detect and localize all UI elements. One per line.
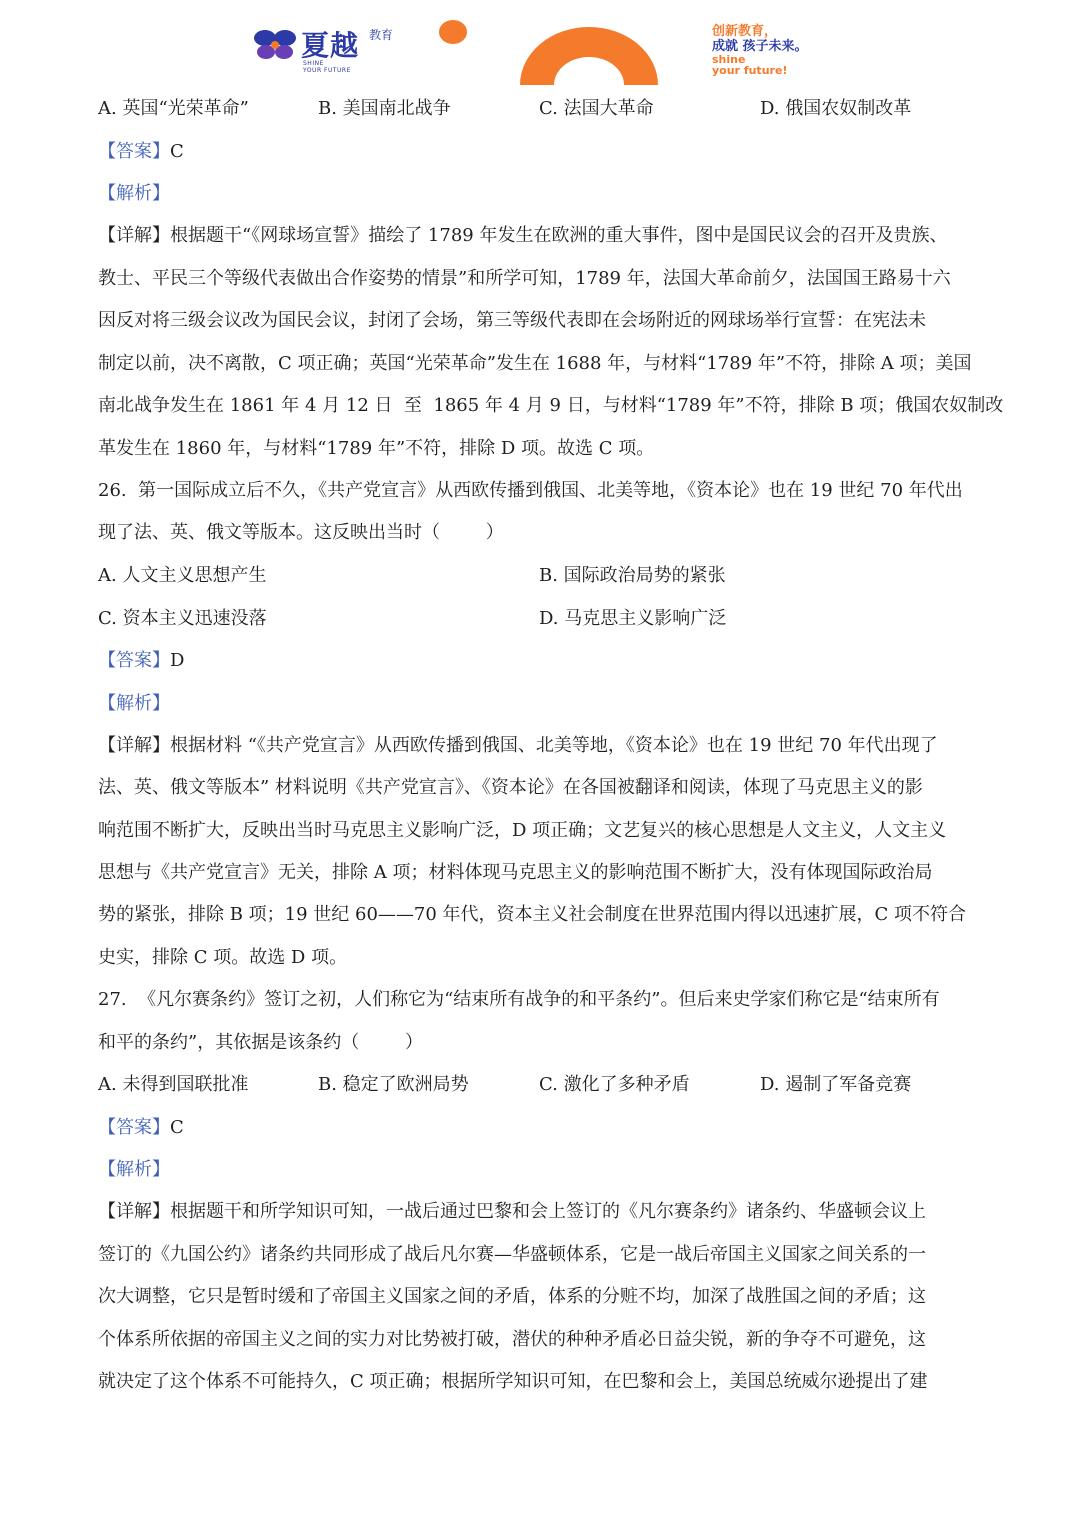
detail-tag: 【详解】 — [98, 225, 170, 246]
detail-line: 思想与《共产党宣言》无关，排除 A 项；材料体现马克思主义的影响范围不断扩大，没有体现国际政治局 — [98, 862, 933, 883]
brand-tagline-2: YOUR FUTURE — [303, 67, 351, 74]
detail-text: 根据题干“《网球场宣誓》描绘了 1789 年发生在欧洲的重大事件，图中是国民议会的召开及贵族、 — [170, 225, 948, 246]
detail-line: 因反对将三级会议改为国民会议，封闭了会场，第三等级代表即在会场附近的网球场举行宣誓：在宪法未 — [98, 310, 926, 331]
answer-value: D — [170, 650, 185, 671]
option-a: A. 人文主义思想产生 — [98, 565, 267, 586]
detail-line: 教士、平民三个等级代表做出合作姿势的情景”和所学可知，1789 年，法国大革命前夕，法国国王路易十六 — [98, 268, 951, 289]
detail-text: 根据题干和所学知识可知，一战后通过巴黎和会上签订的《凡尔赛条约》诸条约、华盛顿会议上 — [170, 1201, 926, 1222]
option-b: B. 稳定了欧洲局势 — [318, 1074, 469, 1095]
question-stem: 26. 第一国际成立后不久，《共产党宣言》从西欧传播到俄国、北美等地，《资本论》也在 19 世纪 70 年代出 — [98, 480, 963, 501]
answer-line — [98, 139, 184, 165]
option-c: C. 法国大革命 — [539, 98, 654, 119]
brand-slogan — [712, 24, 852, 76]
slogan-line-1: 创新教育， — [712, 24, 778, 39]
option-d: D. 遏制了军备竞赛 — [760, 1074, 912, 1095]
question-stem: 现了法、英、俄文等版本。这反映出当时（ ） — [98, 522, 504, 543]
detail-line — [98, 733, 938, 759]
option-b: B. 美国南北战争 — [318, 98, 451, 119]
answer-tag: 【答案】 — [98, 1117, 170, 1138]
answer-value: C — [170, 1117, 184, 1138]
brand-name: 夏越 — [301, 29, 360, 62]
detail-line: 个体系所依据的帝国主义之间的实力对比势被打破，潜伏的种种矛盾必日益尖锐，新的争夺不可避免，这 — [98, 1329, 926, 1350]
question-stem: 27. 《凡尔赛条约》签订之初，人们称它为“结束所有战争的和平条约”。但后来史学家们称它是“结束所有 — [98, 989, 940, 1010]
slogan-line-4: your future! — [712, 64, 788, 77]
brand-tagline-1: SHINE — [303, 60, 324, 67]
answer-tag: 【答案】 — [98, 141, 170, 162]
detail-line — [98, 223, 947, 249]
detail-tag: 【详解】 — [98, 1201, 170, 1222]
option-c: C. 激化了多种矛盾 — [539, 1074, 690, 1095]
detail-line — [98, 1199, 926, 1225]
detail-line: 签订的《九国公约》诸条约共同形成了战后凡尔赛—华盛顿体系，它是一战后帝国主义国家之间关系的一 — [98, 1244, 926, 1265]
slogan-line-3: shine — [712, 53, 746, 66]
answer-line — [98, 1115, 184, 1141]
orange-dot-icon — [439, 20, 467, 44]
detail-line: 次大调整，它只是暂时缓和了帝国主义国家之间的矛盾，体系的分赃不均，加深了战胜国之间的矛盾；这 — [98, 1286, 926, 1307]
detail-line: 就决定了这个体系不可能持久，C 项正确；根据所学知识可知，在巴黎和会上，美国总统威尔逊提出了建 — [98, 1371, 928, 1392]
answer-tag: 【答案】 — [98, 650, 170, 671]
butterfly-logo-icon — [253, 28, 297, 62]
detail-text: 根据材料 “《共产党宣言》从西欧传播到俄国、北美等地，《资本论》也在 19 世纪 70 年代出现了 — [170, 735, 938, 756]
detail-line: 势的紧张，排除 B 项；19 世纪 60——70 年代，资本主义社会制度在世界范围内得以迅速扩展，C 项不符合 — [98, 904, 967, 925]
orange-arch-icon — [520, 27, 658, 85]
answer-line — [98, 648, 184, 674]
detail-line: 响范围不断扩大，反映出当时马克思主义影响广泛，D 项正确；文艺复兴的核心思想是人文主义，人文主义 — [98, 820, 947, 841]
analysis-tag: 【解析】 — [98, 693, 170, 714]
brand-tagline — [303, 60, 351, 74]
detail-line: 法、英、俄文等版本” 材料说明《共产党宣言》、《资本论》在各国被翻译和阅读，体现了马克思主义的影 — [98, 777, 923, 798]
answer-value: C — [170, 141, 184, 162]
analysis-tag: 【解析】 — [98, 1159, 170, 1180]
page-header — [0, 0, 1080, 90]
option-d: D. 马克思主义影响广泛 — [539, 608, 727, 629]
slogan-line-2: 成就 孩子未来。 — [712, 39, 808, 54]
option-d: D. 俄国农奴制改革 — [760, 98, 912, 119]
detail-line: 制定以前，决不离散，C 项正确；英国“光荣革命”发生在 1688 年，与材料“1789 年”不符，排除 A 项；美国 — [98, 353, 972, 374]
option-b: B. 国际政治局势的紧张 — [539, 565, 726, 586]
detail-line: 革发生在 1860 年，与材料“1789 年”不符，排除 D 项。故选 C 项。 — [98, 438, 655, 459]
option-a: A. 未得到国联批准 — [98, 1074, 249, 1095]
question-stem: 和平的条约”，其依据是该条约（ ） — [98, 1032, 423, 1053]
detail-line: 史实，排除 C 项。故选 D 项。 — [98, 947, 348, 968]
brand-edu: 教育 — [369, 28, 394, 42]
detail-line: 南北战争发生在 1861 年 4 月 12 日 至 1865 年 4 月 9 日，与材料“1789 年”不符，排除 B 项；俄国农奴制改 — [98, 395, 1004, 416]
brand-logo — [253, 26, 403, 76]
detail-tag: 【详解】 — [98, 735, 170, 756]
option-a: A. 英国“光荣革命” — [98, 98, 249, 119]
analysis-tag: 【解析】 — [98, 183, 170, 204]
option-c: C. 资本主义迅速没落 — [98, 608, 267, 629]
